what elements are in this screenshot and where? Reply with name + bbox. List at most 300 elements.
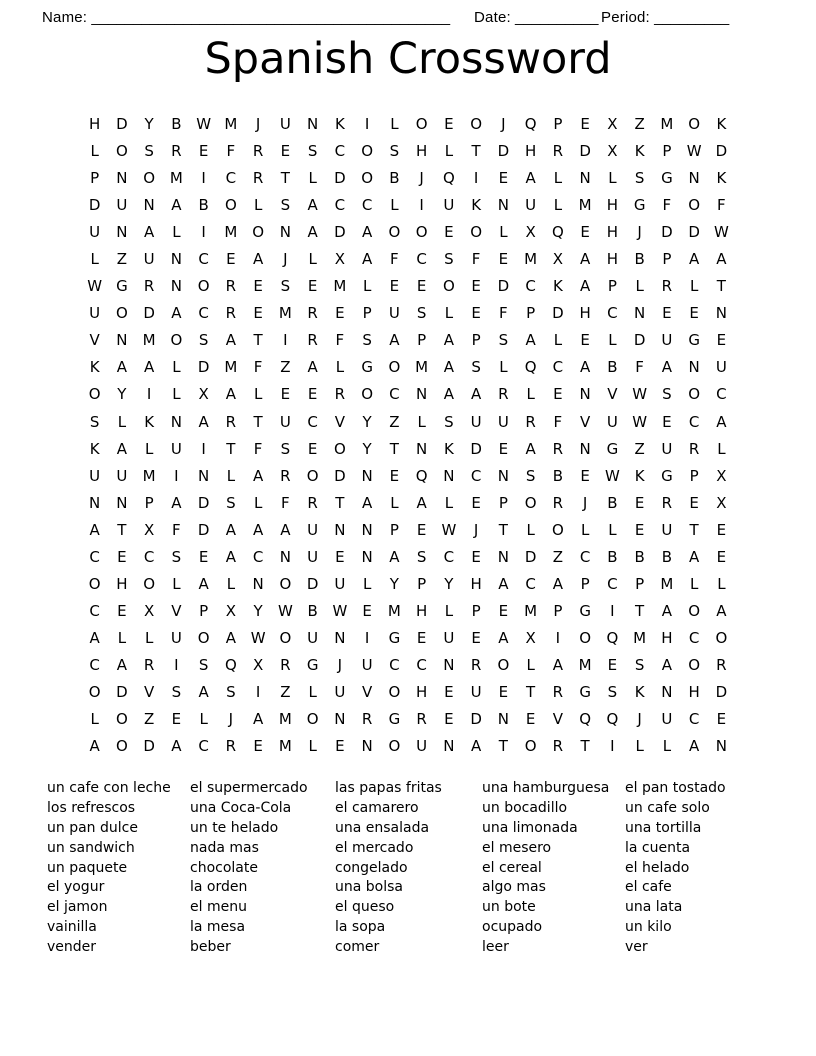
grid-cell-r5c1: U bbox=[89, 223, 101, 242]
grid-cell-r20c18: I bbox=[555, 628, 561, 647]
grid-cell-r10c13: M bbox=[415, 358, 429, 377]
word-list-item: el camarero bbox=[335, 799, 419, 816]
grid-cell-r24c5: C bbox=[198, 737, 209, 756]
grid-cell-r4c2: U bbox=[116, 196, 128, 215]
word-list-item: ver bbox=[625, 939, 648, 956]
grid-cell-r15c5: D bbox=[197, 493, 210, 512]
grid-cell-r18c15: H bbox=[470, 574, 482, 593]
grid-cell-r7c18: K bbox=[552, 277, 563, 296]
grid-cell-r21c3: R bbox=[143, 655, 155, 674]
grid-cell-r6c22: P bbox=[662, 250, 672, 269]
grid-cell-r6c14: S bbox=[444, 250, 454, 269]
grid-cell-r4c6: O bbox=[224, 196, 237, 215]
grid-cell-r22c19: G bbox=[579, 683, 591, 701]
grid-cell-r22c12: O bbox=[388, 683, 401, 701]
grid-cell-r7c9: E bbox=[307, 277, 318, 296]
grid-cell-r14c15: C bbox=[470, 466, 482, 485]
grid-cell-r1c24: K bbox=[716, 115, 727, 134]
grid-cell-r19c15: P bbox=[471, 601, 481, 620]
grid-cell-r4c10: C bbox=[334, 196, 346, 215]
grid-cell-r24c9: L bbox=[308, 737, 317, 756]
grid-cell-r20c22: H bbox=[661, 628, 673, 647]
grid-cell-r5c21: J bbox=[637, 223, 642, 242]
grid-cell-r23c2: O bbox=[115, 710, 128, 729]
grid-cell-r19c22: A bbox=[661, 601, 672, 620]
grid-cell-r6c5: C bbox=[198, 250, 209, 269]
grid-cell-r14c6: L bbox=[226, 466, 236, 485]
grid-cell-r20c5: O bbox=[197, 628, 210, 647]
grid-cell-r7c12: E bbox=[389, 277, 400, 296]
grid-cell-r15c20: B bbox=[607, 493, 618, 512]
word-list-item: una lata bbox=[625, 899, 683, 916]
grid-cell-r2c6: F bbox=[226, 142, 236, 161]
grid-cell-r12c21: W bbox=[632, 412, 648, 431]
grid-cell-r1c11: I bbox=[364, 115, 370, 134]
grid-cell-r23c1: L bbox=[90, 710, 99, 729]
grid-cell-r9c11: S bbox=[362, 331, 372, 350]
grid-cell-r16c3: X bbox=[143, 520, 155, 539]
grid-cell-r17c6: A bbox=[225, 547, 236, 566]
grid-cell-r14c9: O bbox=[306, 466, 319, 485]
grid-cell-r17c9: U bbox=[307, 547, 319, 566]
grid-cell-r11c8: E bbox=[280, 385, 291, 404]
grid-cell-r13c5: I bbox=[201, 439, 206, 458]
grid-cell-r11c18: E bbox=[553, 385, 563, 404]
grid-cell-r7c5: O bbox=[197, 277, 210, 296]
grid-cell-r10c10: L bbox=[335, 358, 345, 377]
grid-cell-r13c12: T bbox=[389, 439, 399, 458]
grid-cell-r13c17: A bbox=[525, 439, 536, 458]
grid-cell-r20c12: G bbox=[388, 628, 401, 647]
grid-cell-r5c13: O bbox=[415, 223, 428, 242]
grid-cell-r10c20: B bbox=[607, 358, 618, 377]
grid-cell-r17c4: S bbox=[171, 547, 182, 566]
grid-cell-r8c12: U bbox=[388, 304, 400, 323]
grid-cell-r11c13: N bbox=[416, 385, 428, 404]
grid-cell-r1c16: J bbox=[501, 115, 506, 134]
grid-cell-r11c14: A bbox=[443, 385, 454, 404]
word-list-item: el yogur bbox=[47, 879, 105, 896]
grid-cell-r22c8: Z bbox=[280, 683, 291, 701]
grid-cell-r13c24: L bbox=[717, 439, 726, 458]
grid-cell-r2c5: E bbox=[198, 142, 209, 161]
grid-cell-r16c15: J bbox=[473, 520, 479, 539]
grid-cell-r2c7: R bbox=[252, 142, 264, 161]
grid-cell-r20c20: Q bbox=[606, 628, 619, 647]
grid-cell-r21c16: O bbox=[497, 655, 510, 674]
grid-cell-r5c6: M bbox=[224, 223, 238, 242]
grid-cell-r7c11: L bbox=[362, 277, 372, 296]
grid-cell-r18c3: O bbox=[143, 574, 156, 593]
grid-cell-r13c20: G bbox=[606, 439, 619, 458]
grid-cell-r19c10: W bbox=[332, 601, 348, 620]
grid-cell-r11c22: S bbox=[662, 385, 672, 404]
grid-cell-r23c12: G bbox=[388, 710, 401, 729]
grid-cell-r18c13: P bbox=[417, 574, 427, 593]
grid-cell-r4c13: I bbox=[419, 196, 424, 215]
grid-cell-r17c7: C bbox=[252, 547, 264, 566]
grid-cell-r4c18: L bbox=[553, 196, 563, 215]
grid-cell-r17c8: N bbox=[279, 547, 291, 566]
grid-cell-r13c15: D bbox=[470, 439, 482, 458]
grid-cell-r24c14: N bbox=[443, 737, 455, 756]
grid-cell-r13c6: T bbox=[226, 439, 236, 458]
grid-cell-r24c3: D bbox=[143, 737, 155, 756]
grid-cell-r7c6: R bbox=[225, 277, 237, 296]
grid-cell-r12c20: U bbox=[606, 412, 618, 431]
grid-cell-r14c3: M bbox=[142, 466, 156, 485]
grid-cell-r22c2: D bbox=[116, 683, 128, 701]
grid-cell-r9c22: U bbox=[661, 331, 673, 350]
grid-cell-r23c16: N bbox=[497, 710, 509, 729]
grid-cell-r24c16: T bbox=[498, 737, 508, 756]
grid-cell-r17c11: N bbox=[361, 547, 373, 566]
grid-cell-r6c11: A bbox=[361, 250, 373, 269]
grid-cell-r22c15: U bbox=[470, 683, 482, 701]
word-list-item: una bolsa bbox=[335, 879, 403, 896]
grid-cell-r20c14: U bbox=[443, 628, 455, 647]
grid-cell-r23c4: E bbox=[171, 710, 182, 729]
grid-cell-r18c17: C bbox=[525, 574, 536, 593]
grid-cell-r12c23: C bbox=[688, 412, 700, 431]
grid-cell-r23c11: R bbox=[361, 710, 373, 729]
grid-cell-r12c22: E bbox=[662, 412, 672, 431]
grid-cell-r12c13: L bbox=[417, 412, 426, 431]
grid-cell-r24c17: O bbox=[524, 737, 537, 756]
grid-cell-r8c6: R bbox=[225, 304, 237, 323]
grid-cell-r4c20: H bbox=[606, 196, 619, 215]
grid-cell-r19c2: E bbox=[117, 601, 127, 620]
grid-cell-r4c9: A bbox=[307, 196, 318, 215]
grid-cell-r18c4: L bbox=[172, 574, 181, 593]
grid-cell-r4c22: F bbox=[662, 196, 672, 215]
grid-cell-r19c21: T bbox=[635, 601, 645, 620]
grid-cell-r21c1: C bbox=[89, 655, 100, 674]
grid-cell-r1c4: B bbox=[171, 115, 182, 134]
grid-cell-r3c19: N bbox=[579, 169, 591, 188]
grid-cell-r7c3: R bbox=[143, 277, 155, 296]
grid-cell-r7c13: E bbox=[416, 277, 427, 296]
grid-cell-r1c10: K bbox=[334, 115, 345, 134]
grid-cell-r14c23: P bbox=[689, 466, 699, 485]
grid-cell-r1c15: O bbox=[470, 115, 483, 134]
grid-cell-r8c4: A bbox=[171, 304, 182, 323]
grid-cell-r4c3: N bbox=[143, 196, 155, 215]
grid-cell-r23c9: O bbox=[306, 710, 319, 729]
grid-cell-r10c23: N bbox=[688, 358, 700, 377]
grid-cell-r6c24: A bbox=[716, 250, 727, 269]
grid-cell-r12c24: A bbox=[716, 412, 727, 431]
grid-cell-r6c18: X bbox=[552, 250, 564, 269]
grid-cell-r16c9: U bbox=[307, 520, 319, 539]
grid-cell-r1c5: W bbox=[196, 115, 212, 134]
grid-cell-r22c7: I bbox=[255, 683, 261, 701]
grid-cell-r5c9: A bbox=[307, 223, 318, 242]
grid-cell-r18c12: Y bbox=[389, 574, 399, 593]
grid-cell-r2c17: H bbox=[524, 142, 537, 161]
grid-cell-r3c12: B bbox=[389, 169, 400, 188]
grid-cell-r24c11: N bbox=[361, 737, 373, 756]
grid-cell-r22c4: S bbox=[171, 683, 182, 701]
grid-cell-r4c19: M bbox=[578, 196, 592, 215]
grid-cell-r10c7: F bbox=[253, 358, 263, 377]
grid-cell-r9c3: M bbox=[142, 331, 156, 350]
word-search-grid bbox=[81, 111, 735, 760]
grid-cell-r23c6: J bbox=[228, 710, 234, 729]
grid-cell-r8c2: O bbox=[115, 304, 128, 323]
grid-cell-r20c21: M bbox=[633, 628, 647, 647]
word-list-item: el helado bbox=[625, 859, 690, 876]
grid-cell-r20c3: L bbox=[144, 628, 154, 647]
grid-cell-r15c11: A bbox=[361, 493, 373, 512]
grid-cell-r18c21: P bbox=[635, 574, 645, 593]
grid-cell-r13c21: Z bbox=[634, 439, 645, 458]
grid-cell-r9c21: D bbox=[633, 331, 646, 350]
word-list-column-2 bbox=[190, 779, 335, 958]
grid-cell-r24c24: N bbox=[715, 737, 727, 756]
period-blank-line: _________ bbox=[654, 9, 730, 26]
grid-cell-r5c7: O bbox=[252, 223, 265, 242]
word-list-item: una Coca-Cola bbox=[190, 799, 292, 816]
name-blank-line: ___________________________________________ bbox=[91, 9, 451, 26]
grid-cell-r11c2: Y bbox=[117, 385, 127, 404]
grid-cell-r3c13: J bbox=[419, 169, 424, 188]
grid-cell-r19c6: X bbox=[225, 601, 237, 620]
grid-cell-r18c19: P bbox=[580, 574, 590, 593]
word-list-item: una limonada bbox=[482, 819, 578, 836]
grid-cell-r5c11: A bbox=[361, 223, 373, 242]
grid-cell-r3c17: A bbox=[525, 169, 536, 188]
grid-cell-r11c23: O bbox=[688, 385, 701, 404]
grid-cell-r12c15: U bbox=[470, 412, 482, 431]
grid-cell-r2c20: X bbox=[607, 142, 618, 161]
grid-cell-r21c21: S bbox=[634, 655, 645, 674]
grid-cell-r8c1: U bbox=[89, 304, 101, 323]
grid-cell-r14c20: W bbox=[604, 466, 620, 485]
word-list-item: congelado bbox=[335, 859, 408, 876]
word-list-item: un cafe con leche bbox=[47, 780, 171, 796]
grid-cell-r4c16: N bbox=[497, 196, 509, 215]
grid-cell-r14c18: B bbox=[552, 466, 564, 485]
word-list-item: la cuenta bbox=[625, 839, 691, 856]
grid-cell-r17c22: B bbox=[661, 547, 673, 566]
grid-cell-r14c12: E bbox=[389, 466, 400, 485]
grid-cell-r10c24: U bbox=[715, 358, 727, 377]
grid-cell-r12c19: V bbox=[579, 412, 591, 431]
grid-cell-r16c19: L bbox=[580, 520, 590, 539]
grid-cell-r8c23: E bbox=[689, 304, 699, 323]
grid-cell-r23c20: Q bbox=[606, 710, 619, 729]
grid-cell-r5c17: X bbox=[525, 223, 536, 242]
word-list-item: un paquete bbox=[47, 859, 128, 876]
grid-cell-r24c1: A bbox=[89, 737, 100, 756]
grid-cell-r8c20: C bbox=[607, 304, 618, 323]
grid-cell-r23c18: V bbox=[552, 710, 563, 729]
grid-cell-r3c15: I bbox=[473, 169, 479, 188]
grid-cell-r10c1: K bbox=[89, 358, 100, 377]
grid-cell-r2c10: C bbox=[334, 142, 346, 161]
grid-cell-r5c19: E bbox=[580, 223, 590, 242]
grid-cell-r1c6: M bbox=[224, 115, 238, 134]
grid-cell-r7c19: A bbox=[579, 277, 591, 296]
grid-cell-r22c20: S bbox=[607, 683, 618, 701]
grid-cell-r23c3: Z bbox=[143, 710, 155, 729]
grid-cell-r3c3: O bbox=[143, 169, 156, 188]
grid-cell-r19c9: B bbox=[307, 601, 318, 620]
grid-cell-r20c4: U bbox=[170, 628, 182, 647]
word-list-item: un cafe solo bbox=[625, 799, 710, 816]
grid-cell-r3c6: C bbox=[225, 169, 237, 188]
grid-cell-r13c22: U bbox=[661, 439, 673, 458]
grid-cell-r22c9: L bbox=[308, 683, 317, 701]
word-list-item: comer bbox=[335, 939, 380, 956]
word-list-item: el menu bbox=[190, 899, 247, 916]
grid-cell-r18c2: H bbox=[116, 574, 128, 593]
grid-cell-r14c14: N bbox=[443, 466, 455, 485]
word-list-item: la sopa bbox=[335, 919, 386, 936]
grid-cell-r8c18: D bbox=[552, 304, 564, 323]
grid-cell-r24c10: E bbox=[335, 737, 345, 756]
grid-cell-r21c13: C bbox=[416, 655, 427, 674]
grid-cell-r2c2: O bbox=[115, 142, 128, 161]
word-list-item: la mesa bbox=[190, 919, 246, 936]
grid-cell-r15c4: A bbox=[171, 493, 182, 512]
grid-cell-r21c24: R bbox=[716, 655, 727, 674]
grid-cell-r24c18: R bbox=[552, 737, 564, 756]
grid-cell-r22c24: D bbox=[715, 683, 728, 701]
grid-cell-r13c8: S bbox=[280, 439, 291, 458]
grid-cell-r13c7: F bbox=[253, 439, 263, 458]
grid-cell-r24c20: I bbox=[610, 737, 615, 756]
grid-cell-r11c21: W bbox=[632, 385, 648, 404]
grid-cell-r5c5: I bbox=[201, 223, 206, 242]
grid-cell-r15c3: P bbox=[144, 493, 154, 512]
grid-cell-r20c2: L bbox=[117, 628, 127, 647]
grid-cell-r3c1: P bbox=[90, 169, 100, 188]
grid-cell-r16c8: A bbox=[280, 520, 291, 539]
grid-cell-r22c21: K bbox=[634, 683, 645, 701]
grid-cell-r1c2: D bbox=[116, 115, 128, 134]
grid-cell-r13c4: U bbox=[170, 439, 182, 458]
grid-cell-r1c17: Q bbox=[524, 115, 537, 134]
grid-cell-r21c11: U bbox=[361, 655, 373, 674]
word-list-item: una ensalada bbox=[335, 819, 430, 836]
grid-cell-r9c4: O bbox=[170, 331, 183, 350]
grid-cell-r10c22: A bbox=[661, 358, 672, 377]
grid-cell-r19c14: L bbox=[444, 601, 454, 620]
grid-cell-r9c19: E bbox=[580, 331, 590, 350]
grid-cell-r1c21: Z bbox=[634, 115, 645, 134]
word-list-item: la orden bbox=[190, 879, 248, 896]
grid-cell-r10c17: Q bbox=[524, 358, 537, 377]
word-list-item: un bocadillo bbox=[482, 799, 568, 816]
grid-cell-r16c7: A bbox=[252, 520, 264, 539]
date-blank-line: __________ bbox=[515, 9, 599, 26]
grid-cell-r20c16: A bbox=[498, 628, 509, 647]
grid-cell-r11c4: L bbox=[172, 385, 181, 404]
grid-cell-r16c16: T bbox=[498, 520, 508, 539]
word-list-item: un bote bbox=[482, 899, 536, 916]
grid-cell-r18c9: D bbox=[306, 574, 319, 593]
worksheet-header bbox=[0, 9, 816, 33]
grid-cell-r3c5: I bbox=[201, 169, 206, 188]
grid-cell-r16c23: T bbox=[689, 520, 699, 539]
grid-cell-r5c8: N bbox=[279, 223, 291, 242]
grid-cell-r18c22: M bbox=[660, 574, 674, 593]
name-field bbox=[42, 9, 450, 26]
grid-cell-r13c3: L bbox=[144, 439, 154, 458]
grid-cell-r18c5: A bbox=[198, 574, 209, 593]
grid-cell-r10c12: O bbox=[388, 358, 401, 377]
grid-cell-r8c7: E bbox=[253, 304, 263, 323]
grid-cell-r8c19: H bbox=[579, 304, 591, 323]
grid-cell-r9c13: P bbox=[417, 331, 427, 350]
grid-cell-r14c17: S bbox=[525, 466, 536, 485]
word-list-item: las papas fritas bbox=[335, 780, 442, 796]
grid-cell-r21c8: R bbox=[280, 655, 291, 674]
grid-cell-r5c18: Q bbox=[551, 223, 564, 242]
grid-cell-r12c3: K bbox=[144, 412, 155, 431]
grid-cell-r6c1: L bbox=[90, 250, 99, 269]
grid-cell-r15c22: R bbox=[661, 493, 673, 512]
grid-cell-r20c23: C bbox=[688, 628, 700, 647]
grid-cell-r11c9: E bbox=[307, 385, 318, 404]
period-field bbox=[601, 9, 729, 26]
grid-cell-r23c10: N bbox=[334, 710, 346, 729]
word-list-item: el cereal bbox=[482, 859, 542, 876]
grid-cell-r4c24: F bbox=[717, 196, 726, 215]
grid-cell-r13c19: N bbox=[579, 439, 591, 458]
grid-cell-r7c20: P bbox=[607, 277, 617, 296]
grid-cell-r20c11: I bbox=[364, 628, 370, 647]
word-list-item: el supermercado bbox=[190, 780, 308, 796]
grid-cell-r2c12: S bbox=[389, 142, 400, 161]
word-list-column-4 bbox=[482, 779, 625, 958]
grid-cell-r20c8: O bbox=[279, 628, 292, 647]
grid-cell-r3c10: D bbox=[334, 169, 346, 188]
grid-cell-r10c4: L bbox=[172, 358, 181, 377]
grid-cell-r5c20: H bbox=[606, 223, 619, 242]
grid-cell-r10c21: F bbox=[635, 358, 644, 377]
grid-cell-r13c9: E bbox=[307, 439, 318, 458]
grid-cell-r14c10: D bbox=[334, 466, 346, 485]
grid-cell-r3c9: L bbox=[308, 169, 317, 188]
grid-cell-r22c3: V bbox=[143, 683, 155, 701]
word-list-item: un sandwich bbox=[47, 839, 135, 856]
word-list bbox=[47, 779, 745, 958]
grid-cell-r10c11: G bbox=[361, 358, 373, 377]
grid-cell-r4c5: B bbox=[198, 196, 209, 215]
grid-cell-r12c17: R bbox=[525, 412, 536, 431]
grid-cell-r18c7: N bbox=[252, 574, 264, 593]
grid-cell-r20c1: A bbox=[89, 628, 100, 647]
grid-cell-r3c16: E bbox=[498, 169, 509, 188]
grid-cell-r1c22: M bbox=[660, 115, 674, 134]
grid-cell-r12c10: V bbox=[334, 412, 345, 431]
grid-cell-r5c10: D bbox=[334, 223, 346, 242]
grid-cell-r9c5: S bbox=[198, 331, 209, 350]
grid-cell-r18c24: L bbox=[717, 574, 726, 593]
grid-cell-r8c10: E bbox=[335, 304, 345, 323]
grid-cell-r6c2: Z bbox=[116, 250, 128, 269]
grid-cell-r7c23: L bbox=[689, 277, 699, 296]
grid-cell-r7c24: T bbox=[716, 277, 726, 296]
grid-cell-r19c8: W bbox=[277, 601, 293, 620]
grid-cell-r22c6: S bbox=[226, 683, 236, 701]
grid-cell-r23c21: J bbox=[637, 710, 642, 729]
grid-cell-r16c10: N bbox=[334, 520, 346, 539]
grid-cell-r7c14: O bbox=[442, 277, 455, 296]
